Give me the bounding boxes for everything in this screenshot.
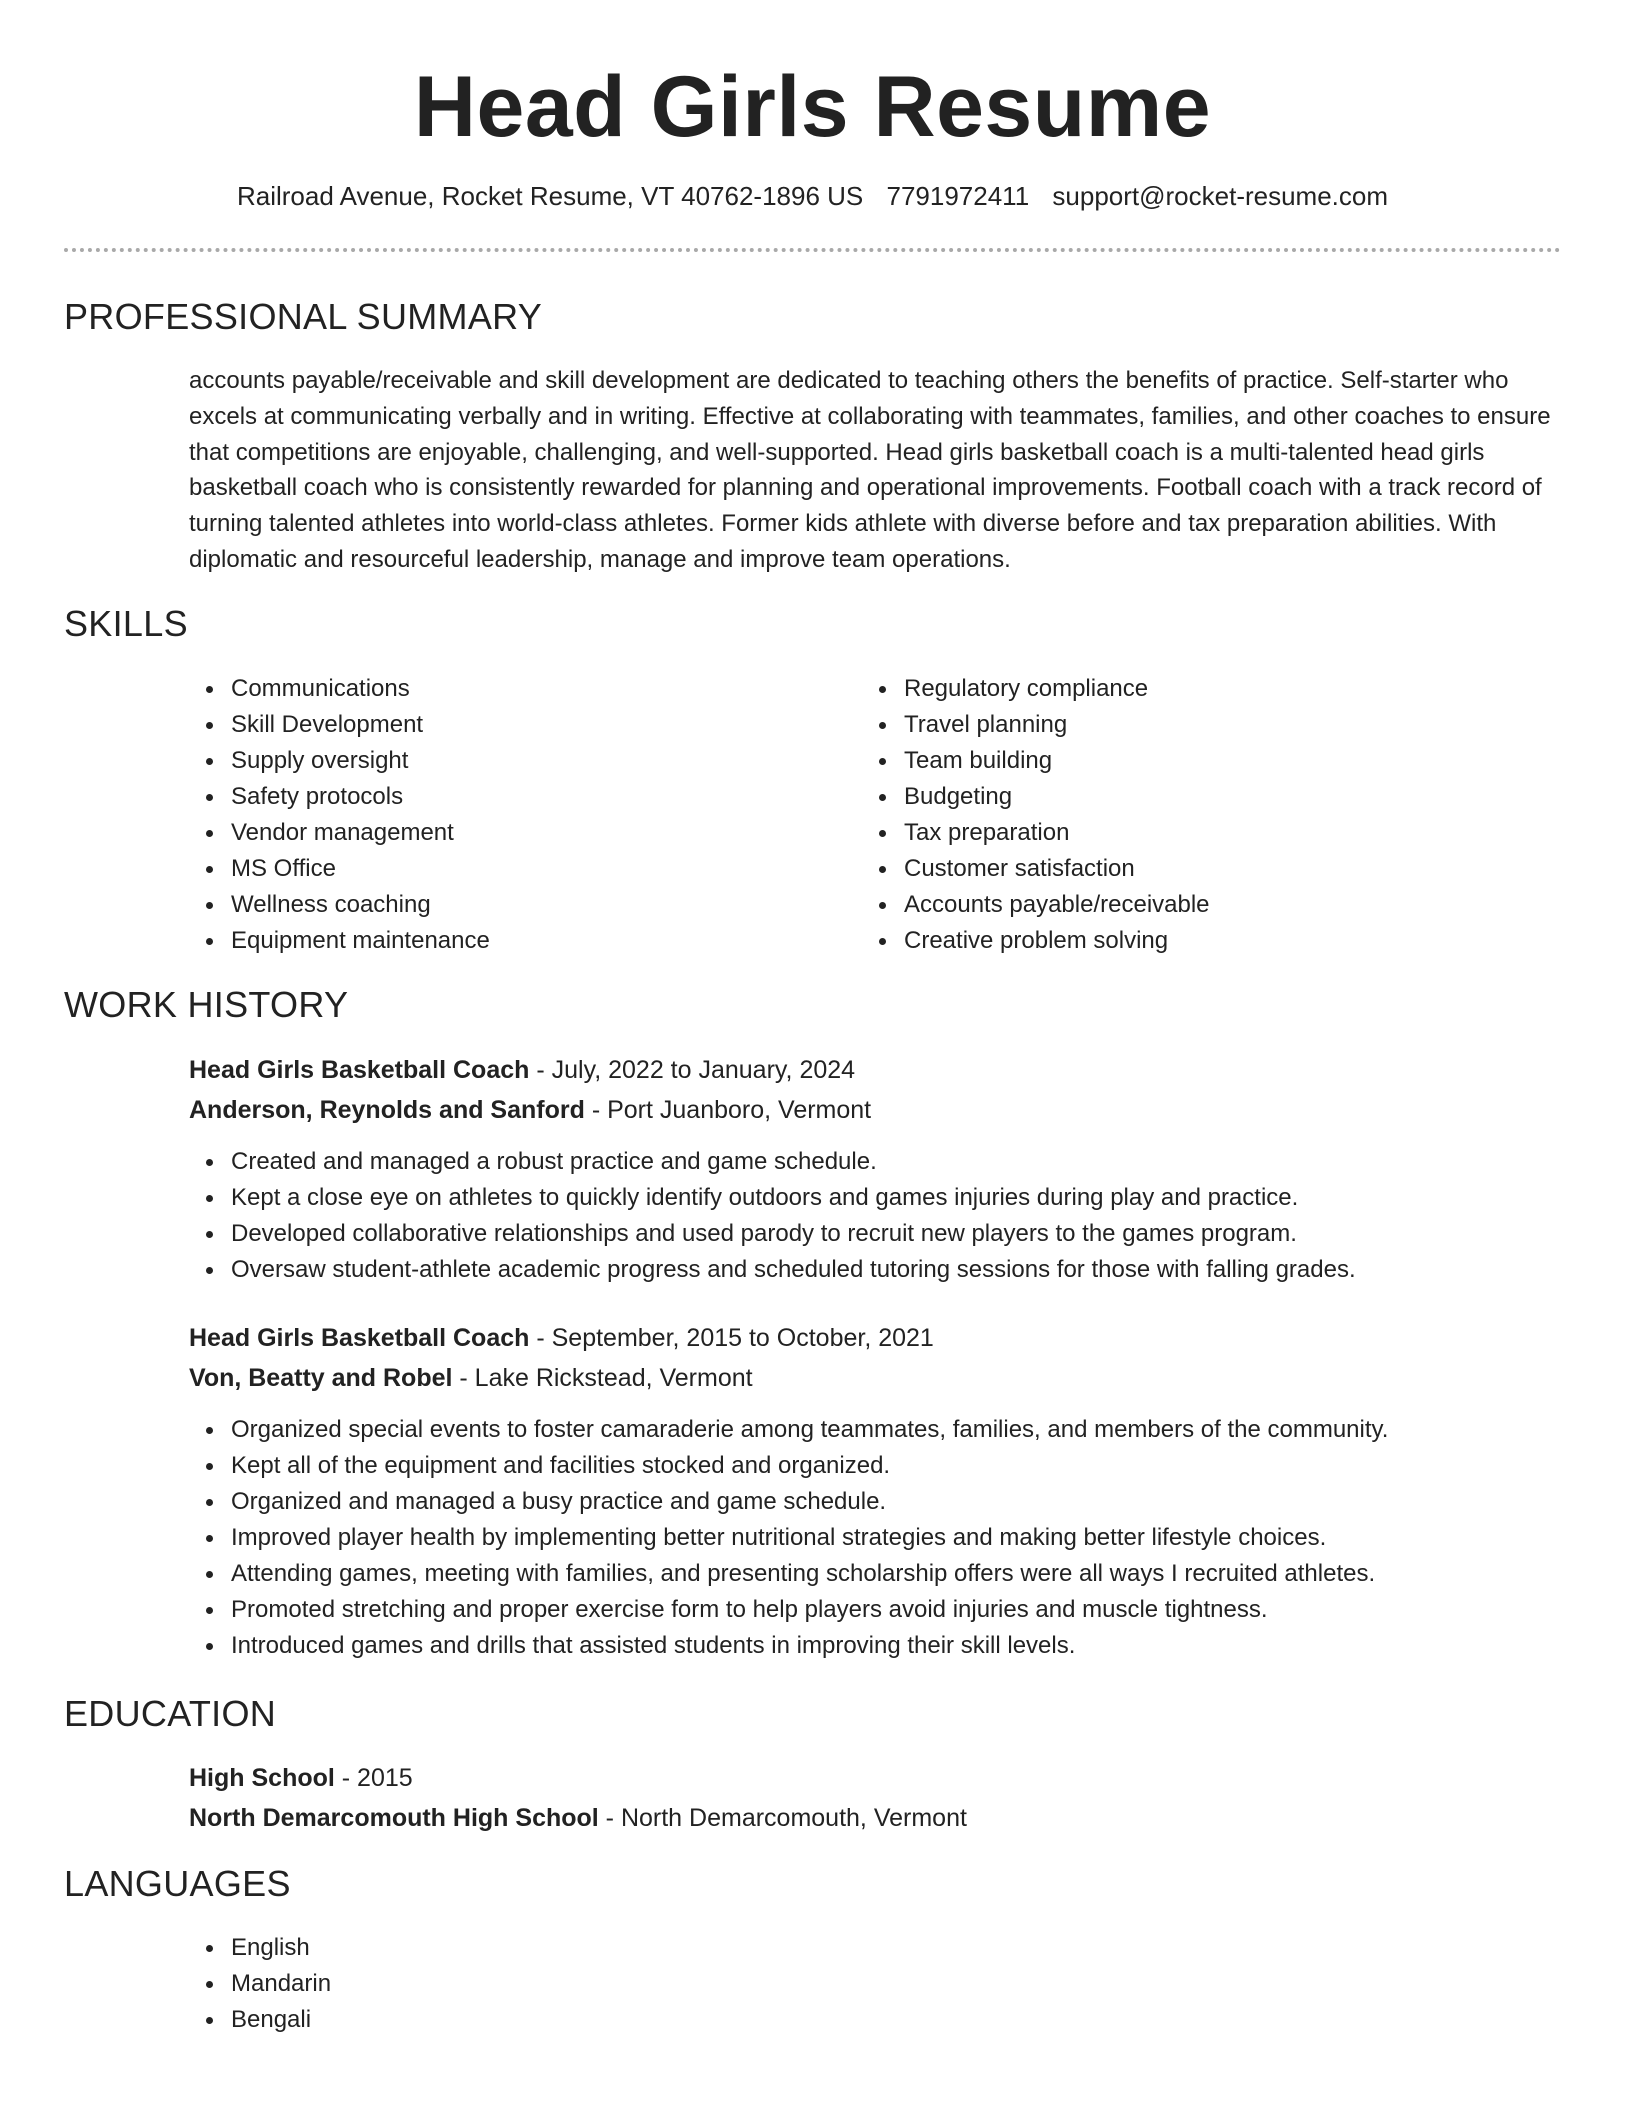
job-duty: Kept a close eye on athletes to quickly identify outdoors and games injuries during play and practice. xyxy=(189,1180,1356,1216)
section-title-skills: SKILLS xyxy=(64,603,188,644)
section-title-languages: LANGUAGES xyxy=(64,1863,291,1904)
job-location: - Lake Rickstead, Vermont xyxy=(452,1364,753,1392)
skill-item: Team building xyxy=(862,743,1210,779)
skill-item: Budgeting xyxy=(862,779,1210,815)
job-duty: Improved player health by implementing better nutritional strategies and making better lifestyle choices. xyxy=(189,1520,1388,1556)
skill-item: Regulatory compliance xyxy=(862,671,1210,707)
job-duty: Attending games, meeting with families, and presenting scholarship offers were all ways I recruited athletes. xyxy=(189,1556,1388,1592)
job-location: - Port Juanboro, Vermont xyxy=(584,1096,872,1124)
job-duty: Created and managed a robust practice and game schedule. xyxy=(189,1144,1356,1180)
section-title-education: EDUCATION xyxy=(64,1693,277,1734)
contact-line xyxy=(64,178,1561,214)
summary-text: accounts payable/receivable and skill development are dedicated to teaching others the benefits of practice. Self-starter who excels at communicating verbally and in writing. Effective at collaborating with teammates, families, and other coaches to ensure that competitions are enjoyable, challenging, and well-supported. Head girls basketball coach is a multi-talented head girls basketball coach who is consistently rewarded for planning and operational improvements. Football coach with a track record of turning talented athletes into world-class athletes. Former kids athlete with diverse before and tax preparation abilities. With diplomatic and resourceful leadership, manage and improve team operations. xyxy=(189,367,1551,573)
education-degree: High School xyxy=(189,1764,335,1792)
skill-item: MS Office xyxy=(189,851,490,887)
section-title-summary: PROFESSIONAL SUMMARY xyxy=(64,296,543,337)
skill-item: Communications xyxy=(189,671,490,707)
education-year: - 2015 xyxy=(334,1764,413,1792)
job-company-line xyxy=(189,1360,753,1396)
job-duty: Developed collaborative relationships and used parody to recruit new players to the games program. xyxy=(189,1216,1356,1252)
languages-list xyxy=(189,1930,331,2038)
education-location: - North Demarcomouth, Vermont xyxy=(598,1804,967,1832)
job-title: Head Girls Basketball Coach xyxy=(189,1324,530,1352)
job-dates: - September, 2015 to October, 2021 xyxy=(529,1324,934,1352)
job-duty: Organized and managed a busy practice and game schedule. xyxy=(189,1484,1388,1520)
job-duty: Promoted stretching and proper exercise form to help players avoid injuries and muscle tightness. xyxy=(189,1592,1388,1628)
job-duties-list xyxy=(189,1144,1356,1288)
address: Railroad Avenue, Rocket Resume, VT 40762-1896 US xyxy=(236,181,864,211)
language-item: Bengali xyxy=(189,2002,331,2038)
job-title-line xyxy=(189,1052,855,1088)
language-item: English xyxy=(189,1930,331,1966)
skill-item: Wellness coaching xyxy=(189,887,490,923)
education-school: North Demarcomouth High School xyxy=(189,1804,599,1832)
job-company: Anderson, Reynolds and Sanford xyxy=(189,1096,585,1124)
section-title-work-history: WORK HISTORY xyxy=(64,984,349,1025)
resume-header xyxy=(64,0,1561,211)
header-divider xyxy=(64,248,1561,252)
job-duties-list xyxy=(189,1412,1388,1664)
job-company-line xyxy=(189,1092,871,1128)
email-address: support@rocket-resume.com xyxy=(1052,181,1389,211)
resume-page xyxy=(64,0,1561,2033)
job-duty: Organized special events to foster camaraderie among teammates, families, and members of the community. xyxy=(189,1412,1388,1448)
skills-list-left xyxy=(189,671,490,959)
skill-item: Vendor management xyxy=(189,815,490,851)
job-title: Head Girls Basketball Coach xyxy=(189,1056,530,1084)
job-duty: Kept all of the equipment and facilities stocked and organized. xyxy=(189,1448,1388,1484)
skill-item: Customer satisfaction xyxy=(862,851,1210,887)
skill-item: Skill Development xyxy=(189,707,490,743)
job-duty: Introduced games and drills that assisted students in improving their skill levels. xyxy=(189,1628,1388,1664)
phone-number: 7791972411 xyxy=(886,181,1030,211)
skill-item: Equipment maintenance xyxy=(189,923,490,959)
skill-item: Creative problem solving xyxy=(862,923,1210,959)
language-item: Mandarin xyxy=(189,1966,331,2002)
skills-list-right xyxy=(862,671,1210,959)
job-duty: Oversaw student-athlete academic progress and scheduled tutoring sessions for those with falling grades. xyxy=(189,1252,1356,1288)
education-degree-line xyxy=(189,1760,413,1796)
candidate-name: Head Girls Resume xyxy=(413,59,1212,155)
education-school-line xyxy=(189,1800,967,1836)
job-dates: - July, 2022 to January, 2024 xyxy=(529,1056,856,1084)
skill-item: Travel planning xyxy=(862,707,1210,743)
skill-item: Supply oversight xyxy=(189,743,490,779)
skill-item: Tax preparation xyxy=(862,815,1210,851)
job-title-line xyxy=(189,1320,934,1356)
job-company: Von, Beatty and Robel xyxy=(189,1364,453,1392)
skill-item: Safety protocols xyxy=(189,779,490,815)
skill-item: Accounts payable/receivable xyxy=(862,887,1210,923)
